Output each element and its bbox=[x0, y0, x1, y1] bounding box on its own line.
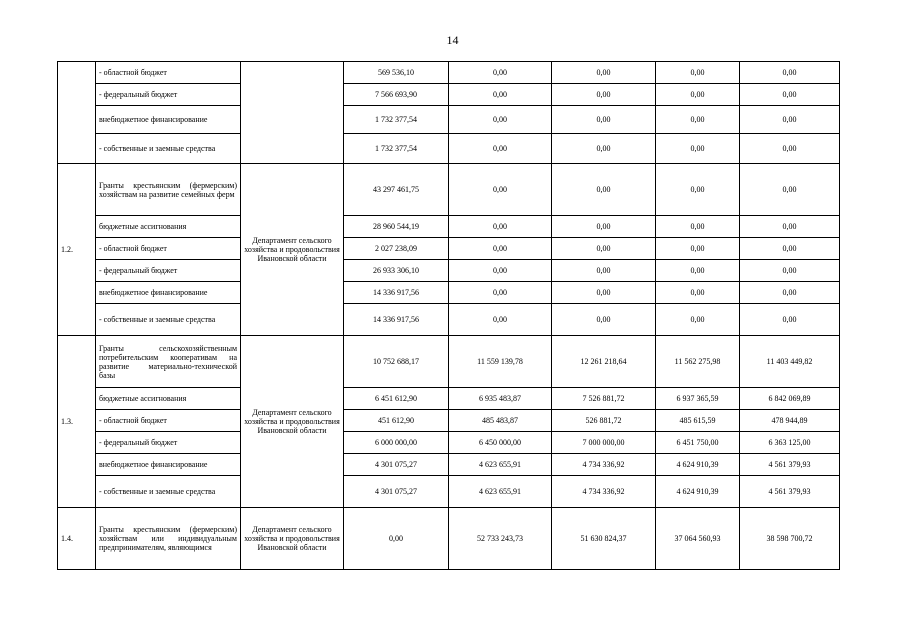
amount-cell: 0,00 bbox=[740, 216, 840, 238]
amount-cell: 0,00 bbox=[552, 304, 656, 336]
amount-cell: 0,00 bbox=[449, 304, 552, 336]
amount-cell: 0,00 bbox=[740, 304, 840, 336]
row-label-cell: - областной бюджет bbox=[96, 62, 241, 84]
amount-cell: 52 733 243,73 bbox=[449, 508, 552, 570]
table-row bbox=[58, 410, 840, 432]
row-label-cell: - собственные и заемные средства bbox=[96, 476, 241, 508]
row-label-cell: внебюджетное финансирование bbox=[96, 454, 241, 476]
row-label-cell: - федеральный бюджет bbox=[96, 84, 241, 106]
amount-cell: 0,00 bbox=[449, 62, 552, 84]
amount-cell: 0,00 bbox=[656, 238, 740, 260]
amount-cell: 0,00 bbox=[740, 282, 840, 304]
table-row bbox=[58, 476, 840, 508]
amount-cell: 7 526 881,72 bbox=[552, 388, 656, 410]
table-row bbox=[58, 164, 840, 216]
row-label-cell: - федеральный бюджет bbox=[96, 432, 241, 454]
row-label-cell: - федеральный бюджет bbox=[96, 260, 241, 282]
amount-cell: 4 624 910,39 bbox=[656, 454, 740, 476]
row-label-cell: - собственные и заемные средства bbox=[96, 304, 241, 336]
amount-cell: 0,00 bbox=[552, 216, 656, 238]
table-row bbox=[58, 282, 840, 304]
row-label-cell: Гранты сельскохозяйственным потребительским кооперативам на развитие материально-технической базы bbox=[96, 336, 241, 388]
amount-cell: 11 559 139,78 bbox=[449, 336, 552, 388]
amount-cell: 526 881,72 bbox=[552, 410, 656, 432]
amount-cell: 4 561 379,93 bbox=[740, 454, 840, 476]
amount-cell: 0,00 bbox=[740, 260, 840, 282]
amount-cell: 7 000 000,00 bbox=[552, 432, 656, 454]
amount-cell: 4 734 336,92 bbox=[552, 454, 656, 476]
amount-cell: 0,00 bbox=[740, 62, 840, 84]
amount-cell: 0,00 bbox=[656, 260, 740, 282]
row-label-cell: Гранты крестьянским (фермерским) хозяйствам на развитие семейных ферм bbox=[96, 164, 241, 216]
amount-cell: 11 403 449,82 bbox=[740, 336, 840, 388]
table-row bbox=[58, 216, 840, 238]
amount-cell: 0,00 bbox=[449, 134, 552, 164]
amount-cell: 451 612,90 bbox=[344, 410, 449, 432]
amount-cell: 12 261 218,64 bbox=[552, 336, 656, 388]
responsible-executor-cell bbox=[241, 62, 344, 164]
amount-cell: 0,00 bbox=[656, 134, 740, 164]
table-row bbox=[58, 134, 840, 164]
amount-cell: 0,00 bbox=[656, 106, 740, 134]
amount-cell: 14 336 917,56 bbox=[344, 282, 449, 304]
amount-cell: 0,00 bbox=[656, 62, 740, 84]
amount-cell: 0,00 bbox=[656, 304, 740, 336]
amount-cell: 51 630 824,37 bbox=[552, 508, 656, 570]
responsible-executor-cell: Департамент сельского хозяйства и продовольствия Ивановской области bbox=[241, 336, 344, 508]
amount-cell: 0,00 bbox=[449, 106, 552, 134]
amount-cell: 0,00 bbox=[740, 134, 840, 164]
amount-cell: 6 937 365,59 bbox=[656, 388, 740, 410]
amount-cell: 485 483,87 bbox=[449, 410, 552, 432]
table-row bbox=[58, 238, 840, 260]
row-label-cell: - собственные и заемные средства bbox=[96, 134, 241, 164]
amount-cell: 0,00 bbox=[552, 62, 656, 84]
row-index-cell: 1.4. bbox=[58, 508, 96, 570]
table-row bbox=[58, 84, 840, 106]
amount-cell: 28 960 544,19 bbox=[344, 216, 449, 238]
row-index-cell bbox=[58, 62, 96, 164]
amount-cell: 4 623 655,91 bbox=[449, 476, 552, 508]
funding-table bbox=[57, 61, 840, 570]
row-index-cell: 1.3. bbox=[58, 336, 96, 508]
amount-cell: 6 842 069,89 bbox=[740, 388, 840, 410]
amount-cell: 0,00 bbox=[552, 164, 656, 216]
amount-cell: 0,00 bbox=[740, 238, 840, 260]
amount-cell: 0,00 bbox=[656, 216, 740, 238]
amount-cell: 0,00 bbox=[740, 84, 840, 106]
amount-cell: 4 734 336,92 bbox=[552, 476, 656, 508]
amount-cell: 0,00 bbox=[449, 260, 552, 282]
table-body bbox=[58, 62, 840, 570]
amount-cell: 0,00 bbox=[449, 84, 552, 106]
amount-cell: 0,00 bbox=[552, 84, 656, 106]
amount-cell: 0,00 bbox=[656, 84, 740, 106]
amount-cell: 1 732 377,54 bbox=[344, 134, 449, 164]
table-row bbox=[58, 388, 840, 410]
amount-cell: 0,00 bbox=[552, 106, 656, 134]
amount-cell: 6 451 612,90 bbox=[344, 388, 449, 410]
amount-cell: 0,00 bbox=[552, 134, 656, 164]
amount-cell: 569 536,10 bbox=[344, 62, 449, 84]
amount-cell: 0,00 bbox=[552, 238, 656, 260]
amount-cell: 2 027 238,09 bbox=[344, 238, 449, 260]
amount-cell: 26 933 306,10 bbox=[344, 260, 449, 282]
amount-cell: 4 301 075,27 bbox=[344, 476, 449, 508]
responsible-executor-cell: Департамент сельского хозяйства и продовольствия Ивановской области bbox=[241, 164, 344, 336]
amount-cell: 4 624 910,39 bbox=[656, 476, 740, 508]
amount-cell: 38 598 700,72 bbox=[740, 508, 840, 570]
table-row bbox=[58, 454, 840, 476]
table-row bbox=[58, 336, 840, 388]
amount-cell: 0,00 bbox=[449, 216, 552, 238]
row-label-cell: внебюджетное финансирование bbox=[96, 282, 241, 304]
amount-cell: 0,00 bbox=[552, 282, 656, 304]
amount-cell: 7 566 693,90 bbox=[344, 84, 449, 106]
row-label-cell: бюджетные ассигнования bbox=[96, 388, 241, 410]
amount-cell: 485 615,59 bbox=[656, 410, 740, 432]
row-label-cell: - областной бюджет bbox=[96, 238, 241, 260]
amount-cell: 14 336 917,56 bbox=[344, 304, 449, 336]
table-row bbox=[58, 508, 840, 570]
amount-cell: 0,00 bbox=[740, 164, 840, 216]
amount-cell: 478 944,89 bbox=[740, 410, 840, 432]
row-label-cell: внебюджетное финансирование bbox=[96, 106, 241, 134]
amount-cell: 6 450 000,00 bbox=[449, 432, 552, 454]
row-label-cell: Гранты крестьянским (фермерским) хозяйствам или индивидуальным предпринимателям, являющимся bbox=[96, 508, 241, 570]
page-number: 14 bbox=[446, 33, 459, 47]
table-row bbox=[58, 304, 840, 336]
amount-cell: 43 297 461,75 bbox=[344, 164, 449, 216]
amount-cell: 0,00 bbox=[552, 260, 656, 282]
table-row bbox=[58, 62, 840, 84]
amount-cell: 11 562 275,98 bbox=[656, 336, 740, 388]
row-label-cell: - областной бюджет bbox=[96, 410, 241, 432]
table-row bbox=[58, 106, 840, 134]
amount-cell: 6 363 125,00 bbox=[740, 432, 840, 454]
amount-cell: 4 623 655,91 bbox=[449, 454, 552, 476]
amount-cell: 6 000 000,00 bbox=[344, 432, 449, 454]
amount-cell: 6 451 750,00 bbox=[656, 432, 740, 454]
amount-cell: 0,00 bbox=[449, 282, 552, 304]
amount-cell: 0,00 bbox=[344, 508, 449, 570]
amount-cell: 0,00 bbox=[740, 106, 840, 134]
amount-cell: 4 301 075,27 bbox=[344, 454, 449, 476]
row-label-cell: бюджетные ассигнования bbox=[96, 216, 241, 238]
responsible-executor-cell: Департамент сельского хозяйства и продовольствия Ивановской области bbox=[241, 508, 344, 570]
table-row bbox=[58, 260, 840, 282]
amount-cell: 6 935 483,87 bbox=[449, 388, 552, 410]
amount-cell: 37 064 560,93 bbox=[656, 508, 740, 570]
amount-cell: 4 561 379,93 bbox=[740, 476, 840, 508]
amount-cell: 0,00 bbox=[449, 164, 552, 216]
row-index-cell: 1.2. bbox=[58, 164, 96, 336]
amount-cell: 1 732 377,54 bbox=[344, 106, 449, 134]
amount-cell: 10 752 688,17 bbox=[344, 336, 449, 388]
amount-cell: 0,00 bbox=[449, 238, 552, 260]
table-row bbox=[58, 432, 840, 454]
amount-cell: 0,00 bbox=[656, 164, 740, 216]
amount-cell: 0,00 bbox=[656, 282, 740, 304]
